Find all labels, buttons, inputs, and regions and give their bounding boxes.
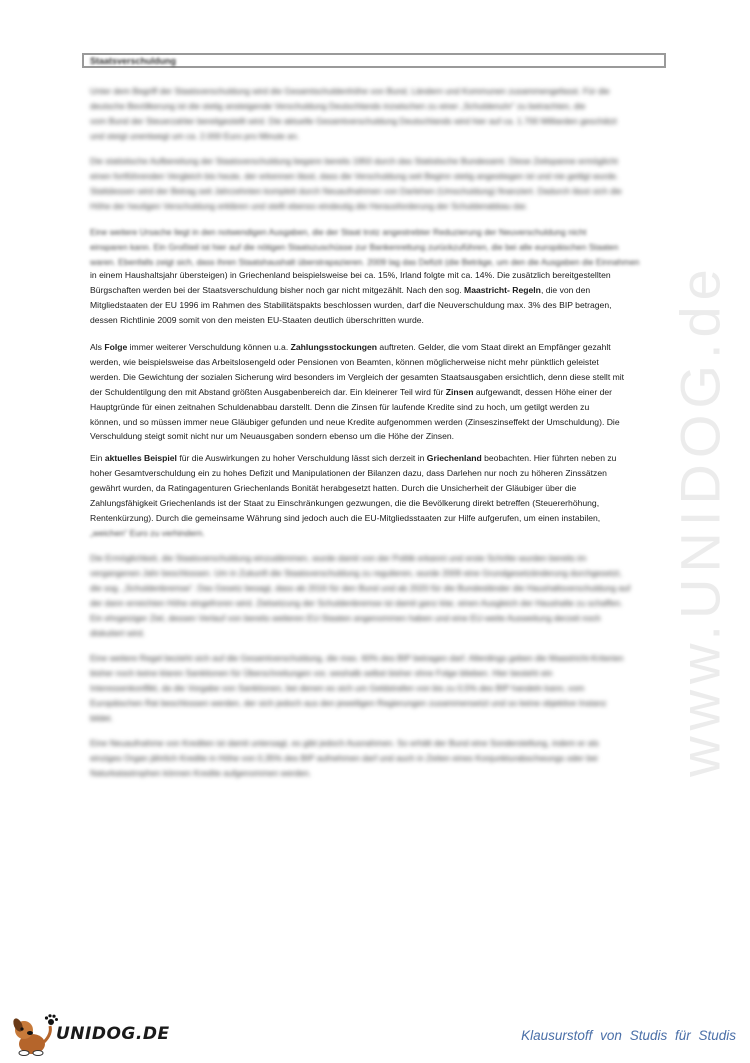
paragraph-causes [90, 268, 672, 328]
text-line [90, 385, 672, 400]
paragraph-example [90, 451, 672, 540]
text-line: Die statistische Aufbereitung der Staatsverschuldung begann bereits 1950 durch das Statistische Bundesamt. Diese Zeitspanne ermöglicht [90, 156, 618, 166]
text-line: einen fortführenden Vergleich bis heute, der erkennen lässt, dass die Verschuldung seit Beginn stetig angestiegen ist und nie getilgt wurde. [90, 170, 619, 181]
keyword-zinsen: Zinsen [445, 386, 474, 397]
text-line: vom Bund der Steuerzahler bereitgestellt wird. Die aktuelle Gesamtverschuldung Deutschlands wird hier auf ca. 1.700 Milliarden geschätzt [90, 115, 617, 126]
text-line: dessen Richtlinie 2009 somit von den meisten EU-Staaten deutlich überschritten wurde. [90, 314, 424, 325]
text-line: einziges Organ jährlich Kredite in Höhe von 0,35% des BIP aufnehmen darf und auch in Zeiten eines Konjunkturabschwungs oder bei [90, 752, 598, 763]
text-line: Ein ehrgeiziger Ziel, dessen Verlauf von bereits weiteren EU-Staaten angenommen haben und eine EU-weite Ausweitung derzeit noch [90, 612, 601, 623]
text-line: diskutiert wird. [90, 627, 145, 638]
paragraph-exceptions [90, 736, 672, 781]
paragraph-history [90, 154, 672, 214]
text-line: bildet. [90, 712, 113, 723]
text-line: in einem Haushaltsjahr übersteigen) in Griechenland beispielsweise bei ca. 15%, Irland folgte mit ca. 14%. Die zusätzlich bereitgestellten [90, 270, 611, 280]
text-line: Zahlungsfähigkeit Griechenlands ist der Staat zu Einschränkungen gezwungen, die die Bevölkerung direkt betreffen (Steuererhöhung, [90, 497, 600, 508]
unidog-logo [10, 1012, 170, 1058]
text-line: deutsche Bevölkerung ist die stetig ansteigende Verschuldung Deutschlands inzwischen zu einer „Schuldenuhr“ zu betrachten, die [90, 100, 586, 111]
text-line: vergangenen Jahr beschlossen. Um in Zukunft die Staatsverschuldung zu regulieren, wurde 2009 eine Grundgesetzänderung durchgesetzt, [90, 567, 622, 578]
text-run: Bürgschaften werden bei der Staatsverschuldung bisher noch gar nicht mitgezählt. Nach den sog. [90, 284, 465, 295]
text-line: werden, wie beispielsweise das Arbeitslosengeld oder Pensionen von Beamten, können möglicherweise nicht mehr pünktlich geleistet [90, 356, 599, 367]
title-box [82, 53, 666, 68]
text-line: Verschuldung steigt somit nicht nur um Neuausgaben sondern ebenso um die Höhe der Zinsen. [90, 431, 455, 442]
footer-tagline: Klausurstoff von Studis für Studis [521, 1028, 736, 1043]
keyword-folge: Folge [104, 342, 128, 352]
text-line: können, und so müssen immer neue Gläubiger gefunden und neue Kredite aufgenommen werden (Zinseszinseffekt der Umschuldung). Die [90, 416, 620, 427]
text-line: der dann erreichten Höhe eingefroren wird. Zielsetzung der Schuldenbremse ist damit ganz klar, einen Ausgleich der Haushalte zu schaffen. [90, 597, 623, 608]
text-run: beobachten. Hier führten neben zu [481, 453, 617, 463]
text-line: die sog. „Schuldenbremse“. Das Gesetz besagt, dass ab 2016 für den Bund und ab 2020 für die Bundesländer die Haushaltsverschuldung auf [90, 582, 631, 593]
paragraph-causes-blurred [90, 225, 672, 270]
text-run: Als [90, 342, 105, 352]
text-line: Eine Neuaufnahme von Krediten ist damit untersagt, es gibt jedoch Ausnahmen. So erhält der Bund eine Sonderstellung, indem er als [90, 738, 599, 748]
text-line: Eine weitere Regel bezieht sich auf die Gesamtverschuldung, die max. 60% des BIP betragen darf. Allerdings geben die Maastricht-Kriterien [90, 653, 624, 663]
brand-name: UNIDOG.DE [56, 1024, 170, 1044]
text-line: Interessenkonflikt, da die Vorgabe von Sanktionen, bei denen es sich um Geldstrafen von bis zu 0,5% des BIP handeln kann, vom [90, 682, 585, 693]
paragraph-consequences [90, 340, 672, 444]
text-run: Ein [90, 453, 105, 463]
text-line: „weichen“ Euro zu verhindern. [90, 527, 205, 538]
keyword-zahlungsstockungen: Zahlungsstockungen [290, 342, 378, 352]
watermark-text: www.UNIDOG.de [668, 263, 732, 777]
text-line: Unter dem Begriff der Staatsverschuldung wird die Gesamtschuldenhöhe von Bund, Ländern und Kommunen zusammengefasst. Für die [90, 86, 610, 96]
keyword-aktuelles-beispiel: aktuelles Beispiel [104, 453, 177, 463]
text-line: und steigt unentwegt um ca. 2.000 Euro pro Minute an. [90, 130, 300, 141]
text-run: immer weiterer Verschuldung können u.a. [127, 342, 291, 352]
text-run: der Schuldentilgung den mit Abstand größten Ausgabenbereich dar. Ein kleinerer Teil wird für [90, 386, 446, 397]
text-run: aufgewandt, dessen Höhe einer der [473, 386, 613, 397]
keyword-griechenland: Griechenland [426, 453, 482, 463]
paragraph-intro [90, 84, 672, 144]
text-line: Die Ermöglichkeit, die Staatsverschuldung einzudämmen, wurde damit von der Politik erkannt und erste Schritte wurden bereits im [90, 553, 587, 563]
paragraph-maastricht [90, 651, 672, 726]
text-line: Europäischen Rat beschlossen werden, der sich jedoch aus den jeweiligen Regierungen zusammensetzt und so keine objektive Instanz [90, 697, 607, 708]
text-line: Stattdessen wird der Betrag seit Jahrzehnten komplett durch Neuaufnahmen von Darlehen (Umschuldung) finanziert. Dadurch lässt sich die [90, 185, 622, 196]
text-line [90, 340, 672, 355]
document-title: Staatsverschuldung [90, 56, 177, 66]
text-run: für die Auswirkungen zu hoher Verschuldung lässt sich derzeit in [176, 453, 427, 463]
text-line: waren. Ebenfalls zeigt sich, dass ihren Staatshaushalt überstrapazieren. 2009 lag das Defizit (die Beträge, um den die Ausgaben die Einnahmen [90, 256, 640, 267]
text-line: werden. Die Gewichtung der sozialen Sicherung wird besonders im Vergleich der gesamten Staatsausgaben ersichtlich, denn diese stellt mit [90, 371, 625, 382]
text-line: einsparen kann. Ein Großteil ist hier auf die nötigen Staatszuschüsse zur Bankenrettung zurückzuführen, die bei alle europäischen Staaten [90, 241, 619, 252]
text-line: hoher Gesamtverschuldung ein zu hohes Defizit und Manipulationen der Bilanzen dazu, dass Darlehen nur noch zu höheren Zinssätzen [90, 467, 607, 478]
text-line: Naturkatastrophen können Kredite aufgenommen werden. [90, 767, 312, 778]
text-line: Höhe der heutigen Verschuldung erklären und stellt ebenso eindeutig die Herausforderung der Schuldenabbau dar. [90, 200, 528, 211]
text-line: Rentenkürzung). Durch die gemeinsame Währung sind jedoch auch die EU-Mitgliedsstaaten zur Hilfe aufgerufen, um einen instabilen, [90, 512, 601, 523]
text-line: gewährt wurden, da Ratingagenturen Griechenlands Bonität herabgesetzt hatten. Durch die Unsicherheit der Gläubiger über die [90, 482, 577, 493]
text-run: auftreten. Gelder, die vom Staat direkt an Empfänger gezahlt [377, 342, 611, 352]
keyword-maastricht-regeln: Maastricht- Regeln [464, 284, 541, 295]
text-line: bisher noch keine klaren Sanktionen für Überschreitungen vor, weshalb selbst bisher ohne Folge blieben. Hier besteht ein [90, 667, 553, 678]
text-line [90, 283, 672, 298]
text-line [90, 451, 672, 466]
text-line: Mitgliedstaaten der EU 1996 im Rahmen des Stabilitätspakts beschlossen wurden, darf die Neuverschuldung max. 3% des BIP betragen, [90, 299, 612, 310]
text-line: Hauptgründe für einen zeitnahen Schuldenabbau darstellt. Denn die Zinsen für laufende Kredite sind zu hoch, um getilgt werden zu [90, 401, 590, 412]
text-run: , die von den [540, 284, 591, 295]
text-line: Eine weitere Ursache liegt in den notwendigen Ausgaben, die der Staat trotz angestrebter Reduzierung der Neuverschuldung nicht [90, 227, 587, 237]
paragraph-schuldenbremse [90, 551, 672, 640]
